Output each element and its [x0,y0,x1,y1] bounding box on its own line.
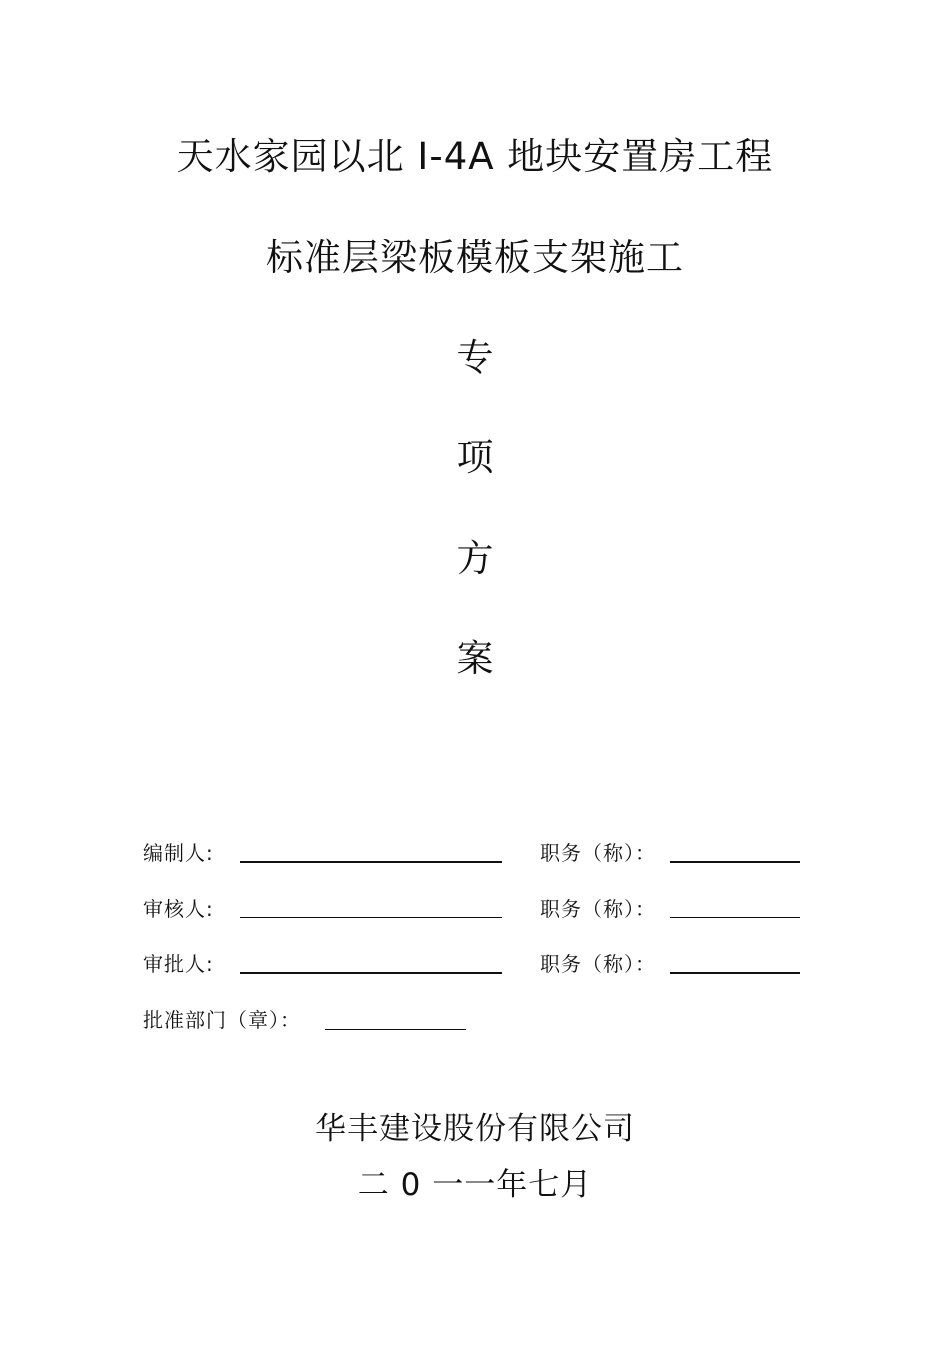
compiler-label: 编制人: [143,841,214,865]
company-name: 华丰建设股份有限公司 [315,1111,635,1147]
reviewer-position-label: 职务（称）： [540,897,656,921]
document-title-line2: 标准层梁板模板支架施工 [266,236,684,279]
approver-position-label: 职务（称）： [540,952,656,976]
reviewer-position-line [670,917,800,918]
title-char-4: 案 [456,637,494,680]
compiler-position-label: 职务（称）： [540,841,656,865]
title-char-2: 项 [456,436,494,479]
reviewer-signature-line [240,917,502,918]
approver-signature-line [240,972,502,974]
approval-dept-line [325,1029,466,1030]
title-char-1: 专 [456,336,494,379]
approval-dept-label: 批准部门（章）： [143,1008,301,1032]
approver-label: 审批人: [143,952,214,976]
approver-position-line [670,972,800,974]
compiler-position-line [670,861,800,863]
document-title-line1: 天水家园以北 I-4A 地块安置房工程 [176,135,774,178]
document-date: 二 0 一一年七月 [357,1167,593,1203]
compiler-signature-line [240,861,502,863]
title-char-3: 方 [456,537,494,580]
reviewer-label: 审核人: [143,897,214,921]
